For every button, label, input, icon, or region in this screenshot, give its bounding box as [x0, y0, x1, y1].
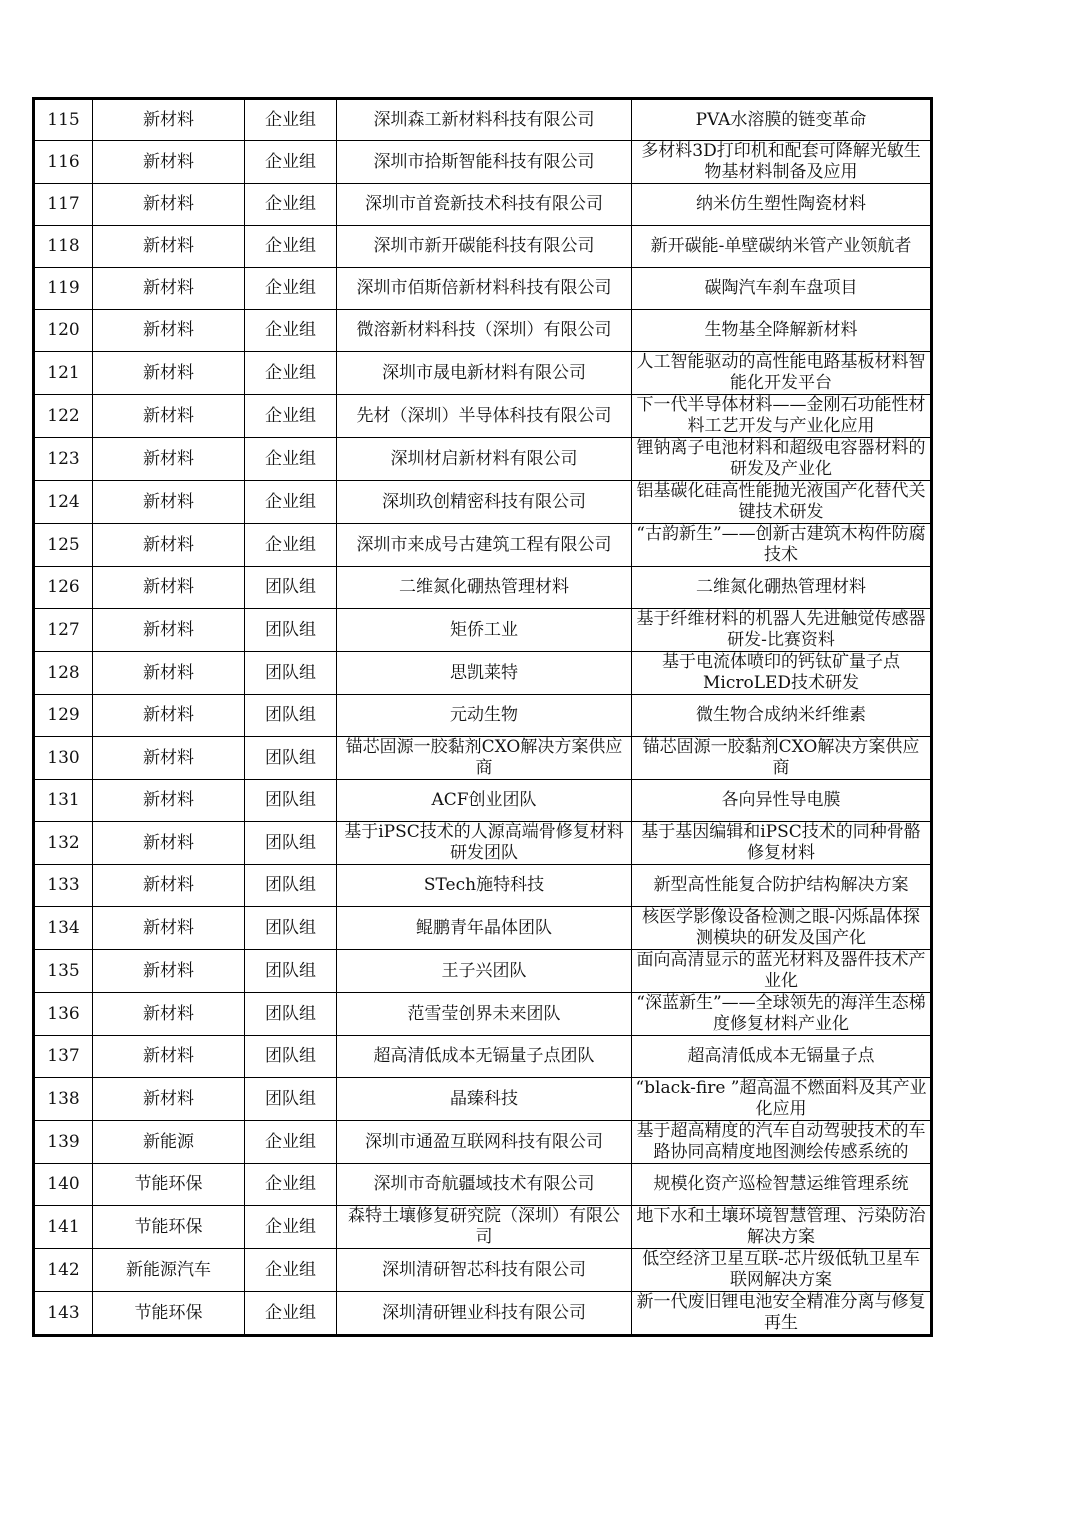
entry-number-cell: 142 — [34, 1249, 93, 1292]
project-name-cell: 基于电流体喷印的钙钛矿量子点MicroLED技术研发 — [632, 652, 932, 695]
entry-number-cell: 130 — [34, 737, 93, 780]
industry-field-cell: 新材料 — [93, 609, 245, 652]
entry-number-cell: 135 — [34, 950, 93, 993]
organization-cell: 二维氮化硼热管理材料 — [337, 567, 632, 609]
industry-field-cell: 新材料 — [93, 438, 245, 481]
project-name-cell: 多材料3D打印机和配套可降解光敏生物基材料制备及应用 — [632, 141, 932, 184]
organization-cell: 深圳市晟电新材料有限公司 — [337, 352, 632, 395]
organization-cell: 深圳市通盈互联网科技有限公司 — [337, 1121, 632, 1164]
table-row — [34, 1292, 932, 1336]
project-name-cell: 微生物合成纳米纤维素 — [632, 695, 932, 737]
group-type-cell: 企业组 — [245, 1249, 337, 1292]
entry-number-cell: 123 — [34, 438, 93, 481]
industry-field-cell: 新材料 — [93, 865, 245, 907]
table-row — [34, 609, 932, 652]
industry-field-cell: 新材料 — [93, 352, 245, 395]
table-row — [34, 993, 932, 1036]
table-row — [34, 1121, 932, 1164]
group-type-cell: 企业组 — [245, 268, 337, 310]
entries-table-body — [34, 99, 932, 1336]
organization-cell: 深圳清研锂业科技有限公司 — [337, 1292, 632, 1336]
organization-cell: STech施特科技 — [337, 865, 632, 907]
table-row — [34, 226, 932, 268]
industry-field-cell: 新材料 — [93, 268, 245, 310]
group-type-cell: 团队组 — [245, 822, 337, 865]
organization-cell: 微溶新材料科技（深圳）有限公司 — [337, 310, 632, 352]
group-type-cell: 企业组 — [245, 395, 337, 438]
entry-number-cell: 140 — [34, 1164, 93, 1206]
organization-cell: 锚芯固源一胶黏剂CXO解决方案供应商 — [337, 737, 632, 780]
entry-number-cell: 137 — [34, 1036, 93, 1078]
group-type-cell: 企业组 — [245, 1292, 337, 1336]
project-name-cell: 核医学影像设备检测之眼-闪烁晶体探测模块的研发及国产化 — [632, 907, 932, 950]
project-name-cell: 基于纤维材料的机器人先进触觉传感器研发-比赛资料 — [632, 609, 932, 652]
group-type-cell: 团队组 — [245, 780, 337, 822]
table-row — [34, 950, 932, 993]
entries-table — [32, 97, 933, 1337]
entry-number-cell: 128 — [34, 652, 93, 695]
industry-field-cell: 新材料 — [93, 99, 245, 141]
entry-number-cell: 132 — [34, 822, 93, 865]
organization-cell: 范雪莹创界未来团队 — [337, 993, 632, 1036]
project-name-cell: 下一代半导体材料——金刚石功能性材料工艺开发与产业化应用 — [632, 395, 932, 438]
project-name-cell: PVA水溶膜的链变革命 — [632, 99, 932, 141]
entry-number-cell: 118 — [34, 226, 93, 268]
industry-field-cell: 新材料 — [93, 395, 245, 438]
organization-cell: 王子兴团队 — [337, 950, 632, 993]
project-name-cell: 基于基因编辑和iPSC技术的同种骨骼修复材料 — [632, 822, 932, 865]
project-name-cell: “古韵新生”——创新古建筑木构件防腐技术 — [632, 524, 932, 567]
entry-number-cell: 125 — [34, 524, 93, 567]
table-row — [34, 567, 932, 609]
industry-field-cell: 新材料 — [93, 907, 245, 950]
table-row — [34, 481, 932, 524]
project-name-cell: 新开碳能-单壁碳纳米管产业领航者 — [632, 226, 932, 268]
industry-field-cell: 新材料 — [93, 695, 245, 737]
group-type-cell: 团队组 — [245, 567, 337, 609]
industry-field-cell: 新能源汽车 — [93, 1249, 245, 1292]
group-type-cell: 团队组 — [245, 865, 337, 907]
industry-field-cell: 新材料 — [93, 737, 245, 780]
organization-cell: 深圳市拾斯智能科技有限公司 — [337, 141, 632, 184]
organization-cell: 鲲鹏青年晶体团队 — [337, 907, 632, 950]
group-type-cell: 企业组 — [245, 310, 337, 352]
entry-number-cell: 129 — [34, 695, 93, 737]
group-type-cell: 团队组 — [245, 737, 337, 780]
table-row — [34, 865, 932, 907]
project-name-cell: 二维氮化硼热管理材料 — [632, 567, 932, 609]
group-type-cell: 团队组 — [245, 1036, 337, 1078]
industry-field-cell: 新材料 — [93, 310, 245, 352]
table-row — [34, 1164, 932, 1206]
entry-number-cell: 126 — [34, 567, 93, 609]
industry-field-cell: 节能环保 — [93, 1206, 245, 1249]
project-name-cell: 锚芯固源一胶黏剂CXO解决方案供应商 — [632, 737, 932, 780]
table-row — [34, 310, 932, 352]
organization-cell: 超高清低成本无镉量子点团队 — [337, 1036, 632, 1078]
industry-field-cell: 节能环保 — [93, 1164, 245, 1206]
organization-cell: 基于iPSC技术的人源高端骨修复材料研发团队 — [337, 822, 632, 865]
project-name-cell: 基于超高精度的汽车自动驾驶技术的车路协同高精度地图测绘传感系统的 — [632, 1121, 932, 1164]
industry-field-cell: 新材料 — [93, 226, 245, 268]
project-name-cell: 生物基全降解新材料 — [632, 310, 932, 352]
table-row — [34, 1249, 932, 1292]
industry-field-cell: 新材料 — [93, 950, 245, 993]
table-row — [34, 395, 932, 438]
group-type-cell: 团队组 — [245, 950, 337, 993]
table-row — [34, 695, 932, 737]
organization-cell: 元动生物 — [337, 695, 632, 737]
organization-cell: 深圳清研智芯科技有限公司 — [337, 1249, 632, 1292]
organization-cell: 深圳市佰斯倍新材料科技有限公司 — [337, 268, 632, 310]
entry-number-cell: 119 — [34, 268, 93, 310]
organization-cell: ACF创业团队 — [337, 780, 632, 822]
entry-number-cell: 143 — [34, 1292, 93, 1336]
project-name-cell: 规模化资产巡检智慧运维管理系统 — [632, 1164, 932, 1206]
table-row — [34, 352, 932, 395]
industry-field-cell: 新材料 — [93, 524, 245, 567]
entry-number-cell: 116 — [34, 141, 93, 184]
entry-number-cell: 124 — [34, 481, 93, 524]
organization-cell: 深圳材启新材料有限公司 — [337, 438, 632, 481]
table-row — [34, 1036, 932, 1078]
table-row — [34, 1078, 932, 1121]
table-row — [34, 99, 932, 141]
organization-cell: 深圳市首瓷新技术科技有限公司 — [337, 184, 632, 226]
project-name-cell: “black-fire ”超高温不燃面料及其产业化应用 — [632, 1078, 932, 1121]
entry-number-cell: 133 — [34, 865, 93, 907]
organization-cell: 思凯莱特 — [337, 652, 632, 695]
organization-cell: 深圳玖创精密科技有限公司 — [337, 481, 632, 524]
entry-number-cell: 117 — [34, 184, 93, 226]
organization-cell: 晶臻科技 — [337, 1078, 632, 1121]
project-name-cell: 面向高清显示的蓝光材料及器件技术产业化 — [632, 950, 932, 993]
table-row — [34, 780, 932, 822]
project-name-cell: “深蓝新生”——全球领先的海洋生态梯度修复材料产业化 — [632, 993, 932, 1036]
group-type-cell: 团队组 — [245, 907, 337, 950]
organization-cell: 先材（深圳）半导体科技有限公司 — [337, 395, 632, 438]
table-row — [34, 524, 932, 567]
table-row — [34, 907, 932, 950]
group-type-cell: 团队组 — [245, 652, 337, 695]
project-name-cell: 各向异性导电膜 — [632, 780, 932, 822]
group-type-cell: 企业组 — [245, 99, 337, 141]
organization-cell: 深圳森工新材料科技有限公司 — [337, 99, 632, 141]
entry-number-cell: 127 — [34, 609, 93, 652]
project-name-cell: 低空经济卫星互联-芯片级低轨卫星车联网解决方案 — [632, 1249, 932, 1292]
group-type-cell: 企业组 — [245, 1121, 337, 1164]
industry-field-cell: 新材料 — [93, 822, 245, 865]
project-name-cell: 地下水和土壤环境智慧管理、污染防治解决方案 — [632, 1206, 932, 1249]
industry-field-cell: 新材料 — [93, 567, 245, 609]
group-type-cell: 企业组 — [245, 352, 337, 395]
table-row — [34, 652, 932, 695]
organization-cell: 矩侨工业 — [337, 609, 632, 652]
table-row — [34, 184, 932, 226]
project-name-cell: 铝基碳化硅高性能抛光液国产化替代关键技术研发 — [632, 481, 932, 524]
project-name-cell: 人工智能驱动的高性能电路基板材料智能化开发平台 — [632, 352, 932, 395]
table-row — [34, 822, 932, 865]
group-type-cell: 企业组 — [245, 481, 337, 524]
group-type-cell: 团队组 — [245, 609, 337, 652]
organization-cell: 深圳市新开碳能科技有限公司 — [337, 226, 632, 268]
entry-number-cell: 138 — [34, 1078, 93, 1121]
table-row — [34, 438, 932, 481]
entry-number-cell: 122 — [34, 395, 93, 438]
group-type-cell: 企业组 — [245, 438, 337, 481]
group-type-cell: 团队组 — [245, 695, 337, 737]
entry-number-cell: 120 — [34, 310, 93, 352]
project-name-cell: 新型高性能复合防护结构解决方案 — [632, 865, 932, 907]
group-type-cell: 企业组 — [245, 1206, 337, 1249]
group-type-cell: 企业组 — [245, 1164, 337, 1206]
organization-cell: 深圳市来成号古建筑工程有限公司 — [337, 524, 632, 567]
project-name-cell: 超高清低成本无镉量子点 — [632, 1036, 932, 1078]
industry-field-cell: 新材料 — [93, 141, 245, 184]
industry-field-cell: 节能环保 — [93, 1292, 245, 1336]
table-row — [34, 141, 932, 184]
entry-number-cell: 136 — [34, 993, 93, 1036]
group-type-cell: 企业组 — [245, 184, 337, 226]
organization-cell: 深圳市奇航疆域技术有限公司 — [337, 1164, 632, 1206]
table-row — [34, 268, 932, 310]
group-type-cell: 企业组 — [245, 141, 337, 184]
entry-number-cell: 141 — [34, 1206, 93, 1249]
group-type-cell: 团队组 — [245, 1078, 337, 1121]
industry-field-cell: 新材料 — [93, 184, 245, 226]
industry-field-cell: 新材料 — [93, 1078, 245, 1121]
entry-number-cell: 139 — [34, 1121, 93, 1164]
industry-field-cell: 新材料 — [93, 1036, 245, 1078]
industry-field-cell: 新材料 — [93, 993, 245, 1036]
project-name-cell: 新一代废旧锂电池安全精准分离与修复再生 — [632, 1292, 932, 1336]
group-type-cell: 企业组 — [245, 524, 337, 567]
industry-field-cell: 新材料 — [93, 481, 245, 524]
table-row — [34, 737, 932, 780]
project-name-cell: 纳米仿生塑性陶瓷材料 — [632, 184, 932, 226]
group-type-cell: 企业组 — [245, 226, 337, 268]
table-row — [34, 1206, 932, 1249]
industry-field-cell: 新材料 — [93, 652, 245, 695]
entry-number-cell: 131 — [34, 780, 93, 822]
group-type-cell: 团队组 — [245, 993, 337, 1036]
entry-number-cell: 134 — [34, 907, 93, 950]
entry-number-cell: 121 — [34, 352, 93, 395]
entry-number-cell: 115 — [34, 99, 93, 141]
project-name-cell: 锂钠离子电池材料和超级电容器材料的研发及产业化 — [632, 438, 932, 481]
industry-field-cell: 新材料 — [93, 780, 245, 822]
project-name-cell: 碳陶汽车刹车盘项目 — [632, 268, 932, 310]
industry-field-cell: 新能源 — [93, 1121, 245, 1164]
organization-cell: 森特土壤修复研究院（深圳）有限公司 — [337, 1206, 632, 1249]
